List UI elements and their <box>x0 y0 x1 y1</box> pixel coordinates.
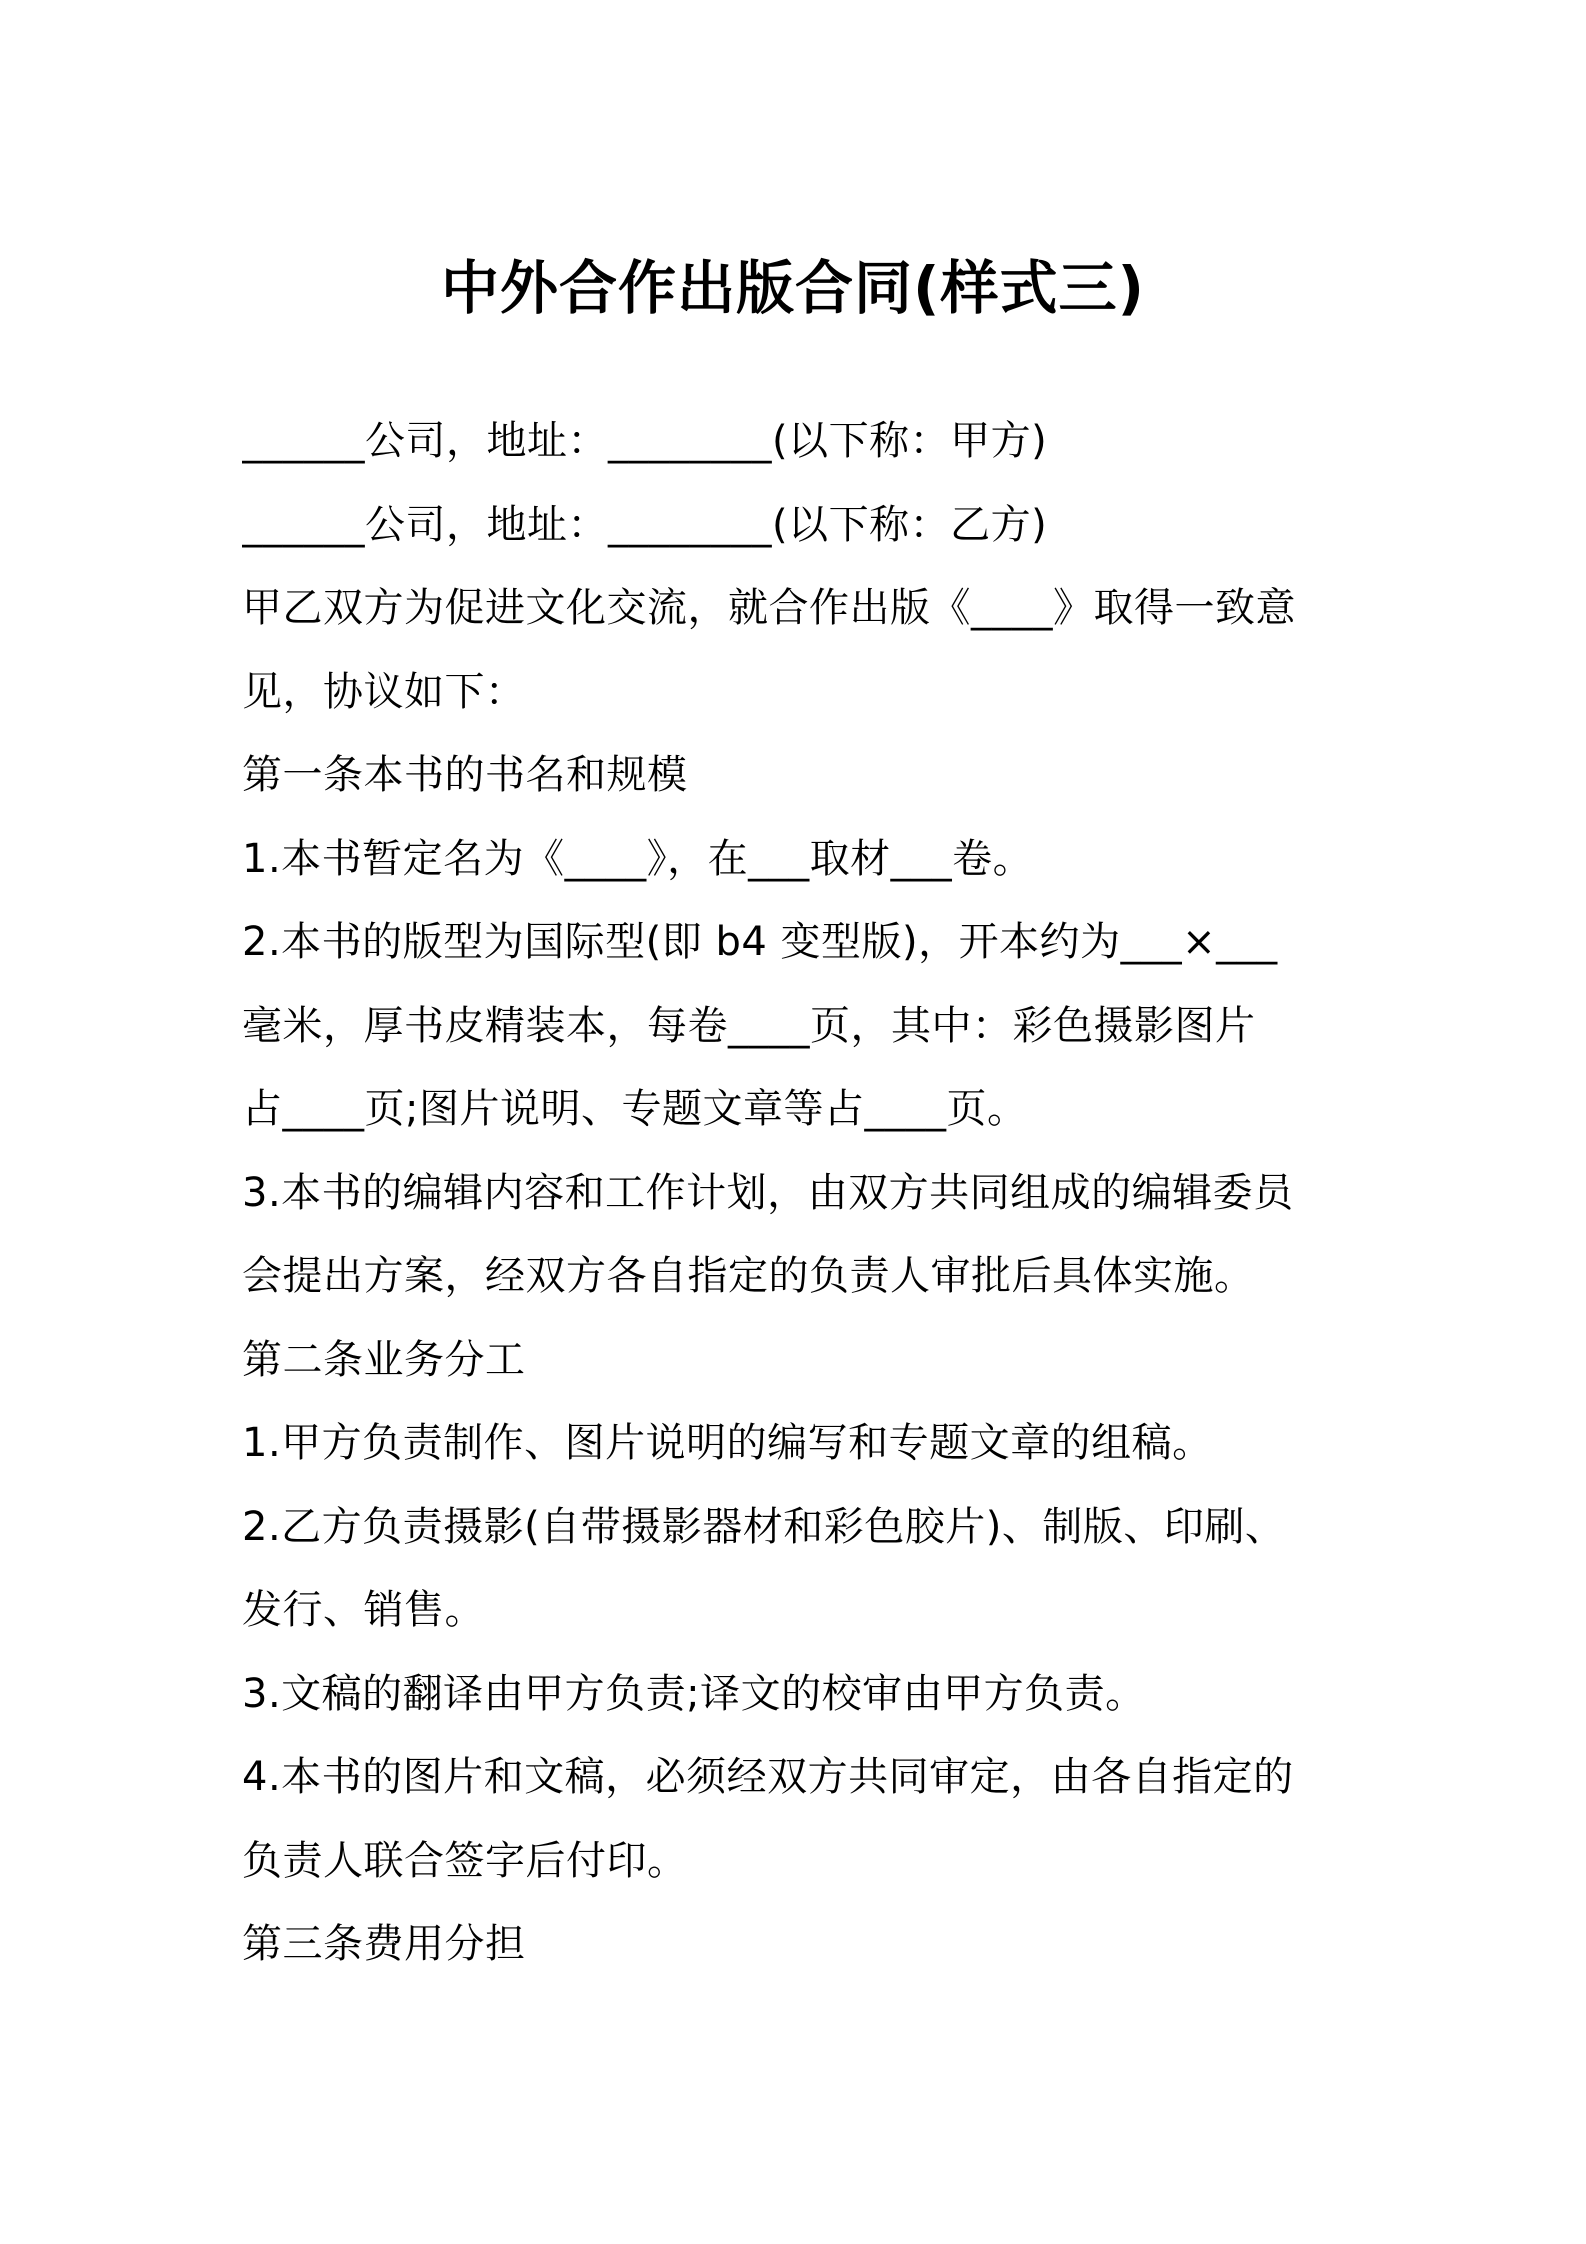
preamble-line: 见，协议如下： <box>242 668 526 715</box>
document-body <box>242 400 1354 1987</box>
clause-line: 负责人联合签字后付印。 <box>242 1837 688 1884</box>
clause-line: 会提出方案，经双方各自指定的负责人审批后具体实施。 <box>242 1253 1255 1299</box>
document-title: 中外合作出版合同(样式三) <box>440 254 1146 322</box>
clause-line: 占____页;图片说明、专题文章等占____页。 <box>242 1086 1028 1132</box>
preamble-line: 甲乙双方为促进文化交流，就合作出版《____》取得一致意 <box>242 585 1296 631</box>
clause-line: 3.本书的编辑内容和工作计划，由双方共同组成的编辑委员 <box>242 1169 1294 1216</box>
party-a-line: ______公司，地址：________(以下称：甲方) <box>242 418 1048 464</box>
article-heading: 第二条业务分工 <box>242 1336 526 1383</box>
clause-line: 1.甲方负责制作、图片说明的编写和专题文章的组稿。 <box>242 1420 1213 1466</box>
clause-line: 2.乙方负责摄影(自带摄影器材和彩色胶片)、制版、印刷、 <box>242 1503 1286 1550</box>
clause-line: 3.文稿的翻译由甲方负责;译文的校审由甲方负责。 <box>242 1670 1146 1717</box>
party-b-line: ______公司，地址：________(以下称：乙方) <box>242 501 1048 548</box>
clause-line: 2.本书的版型为国际型(即 b4 变型版)，开本约为___×___ <box>242 919 1278 965</box>
article-heading: 第一条本书的书名和规模 <box>242 752 688 798</box>
clause-line: 1.本书暂定名为《____》，在___取材___卷。 <box>242 835 1034 882</box>
clause-line: 毫米，厚书皮精装本，每卷____页，其中：彩色摄影图片 <box>242 1002 1256 1049</box>
clause-line: 发行、销售。 <box>242 1587 485 1633</box>
article-heading: 第三条费用分担 <box>242 1921 526 1967</box>
clause-line: 4.本书的图片和文稿，必须经双方共同审定，由各自指定的 <box>242 1754 1294 1800</box>
